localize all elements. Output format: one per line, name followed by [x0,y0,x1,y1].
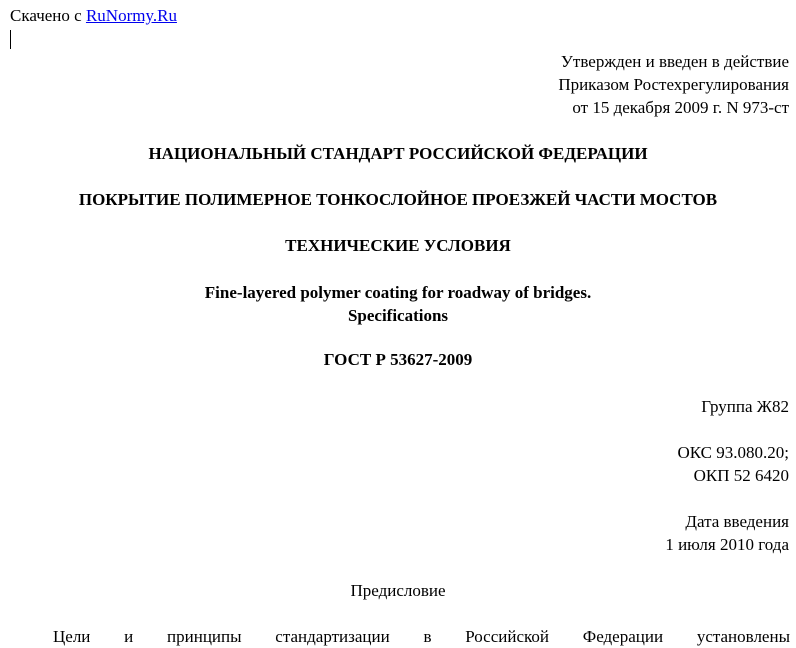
introduction-date-label: Дата введения [685,512,789,531]
text-cursor [10,30,11,49]
oks-code: ОКС 93.080.20; [677,443,789,462]
national-standard-heading: НАЦИОНАЛЬНЫЙ СТАНДАРТ РОССИЙСКОЙ ФЕДЕРАЦИИ [148,144,648,163]
group-code: Группа Ж82 [701,397,789,416]
okp-code: ОКП 52 6420 [693,466,789,485]
introduction-date-block [665,510,789,556]
foreword-heading: Предисловие [350,581,446,600]
gost-number: ГОСТ Р 53627-2009 [323,350,473,369]
english-title [0,281,796,327]
approval-block [558,50,789,119]
standard-title-heading: ПОКРЫТИЕ ПОЛИМЕРНОЕ ТОНКОСЛОЙНОЕ ПРОЕЗЖЕЙ ЧАСТИ МОСТОВ [78,190,718,209]
source-prefix: Скачено с [10,6,86,25]
source-line [10,6,177,26]
tech-conditions-heading: ТЕХНИЧЕСКИЕ УСЛОВИЯ [285,236,511,255]
approval-line-1: Утвержден и введен в действие [560,52,789,71]
introduction-date: 1 июля 2010 года [665,535,789,554]
foreword-paragraph: Цели и принципы стандартизации в Российской Федерации установлены [53,627,790,646]
english-title-line-1: Fine-layered polymer coating for roadway of bridges. [204,283,592,302]
source-link[interactable]: RuNormy.Ru [85,6,177,25]
approval-line-2: Приказом Ростехрегулирования [558,75,789,94]
approval-line-3: от 15 декабря 2009 г. N 973-ст [572,98,789,117]
english-title-line-2: Specifications [347,306,449,325]
classification-codes [677,441,789,487]
